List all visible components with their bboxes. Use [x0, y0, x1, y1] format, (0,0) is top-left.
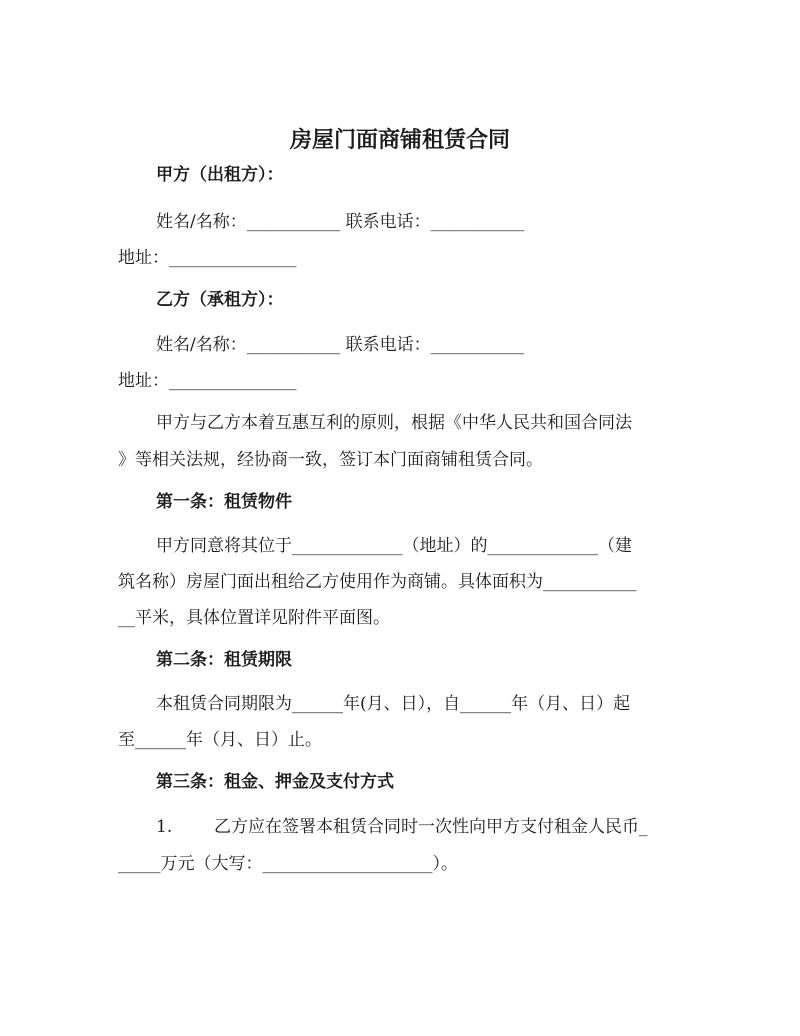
party-b-name-line: 姓名/名称：___________ 联系电话：___________	[156, 335, 525, 355]
preamble-line-1: 甲方与乙方本着互惠互利的原则，根据《中华人民共和国合同法	[156, 413, 632, 433]
article-1-line-1: 甲方同意将其位于_____________（地址）的_____________（建	[156, 536, 632, 556]
article-3-item-1-line-2: _____万元（大写：____________________）。	[118, 854, 458, 874]
party-a-address-line: 地址：_______________	[118, 248, 297, 268]
article-2-line-1: 本租赁合同期限为______年(月、日），自______年（月、日）起	[156, 694, 631, 714]
party-b-heading: 乙方（承租方）：	[156, 290, 284, 310]
article-2-line-2: 至______年（月、日）止。	[118, 730, 322, 750]
article-1-heading: 第一条：租赁物件	[156, 492, 292, 512]
party-b-address-line: 地址：_______________	[118, 371, 297, 391]
article-3-heading: 第三条：租金、押金及支付方式	[156, 772, 394, 792]
preamble-line-2: 》等相关法规，经协商一致，签订本门面商铺租赁合同。	[118, 450, 543, 470]
article-1-line-3: __平米，具体位置详见附件平面图。	[118, 608, 390, 628]
article-3-item-number: 1.	[156, 817, 173, 837]
party-a-name-line: 姓名/名称：___________ 联系电话：___________	[156, 212, 525, 232]
article-3-item-1-line-1: 乙方应在签署本租赁合同时一次性向甲方支付租金人民币_	[214, 817, 648, 837]
article-2-heading: 第二条：租赁期限	[156, 650, 292, 670]
article-1-line-2: 筑名称）房屋门面出租给乙方使用作为商铺。具体面积为___________	[118, 572, 637, 592]
party-a-heading: 甲方（出租方）：	[156, 165, 284, 185]
document-title: 房屋门面商铺租赁合同	[289, 127, 510, 153]
